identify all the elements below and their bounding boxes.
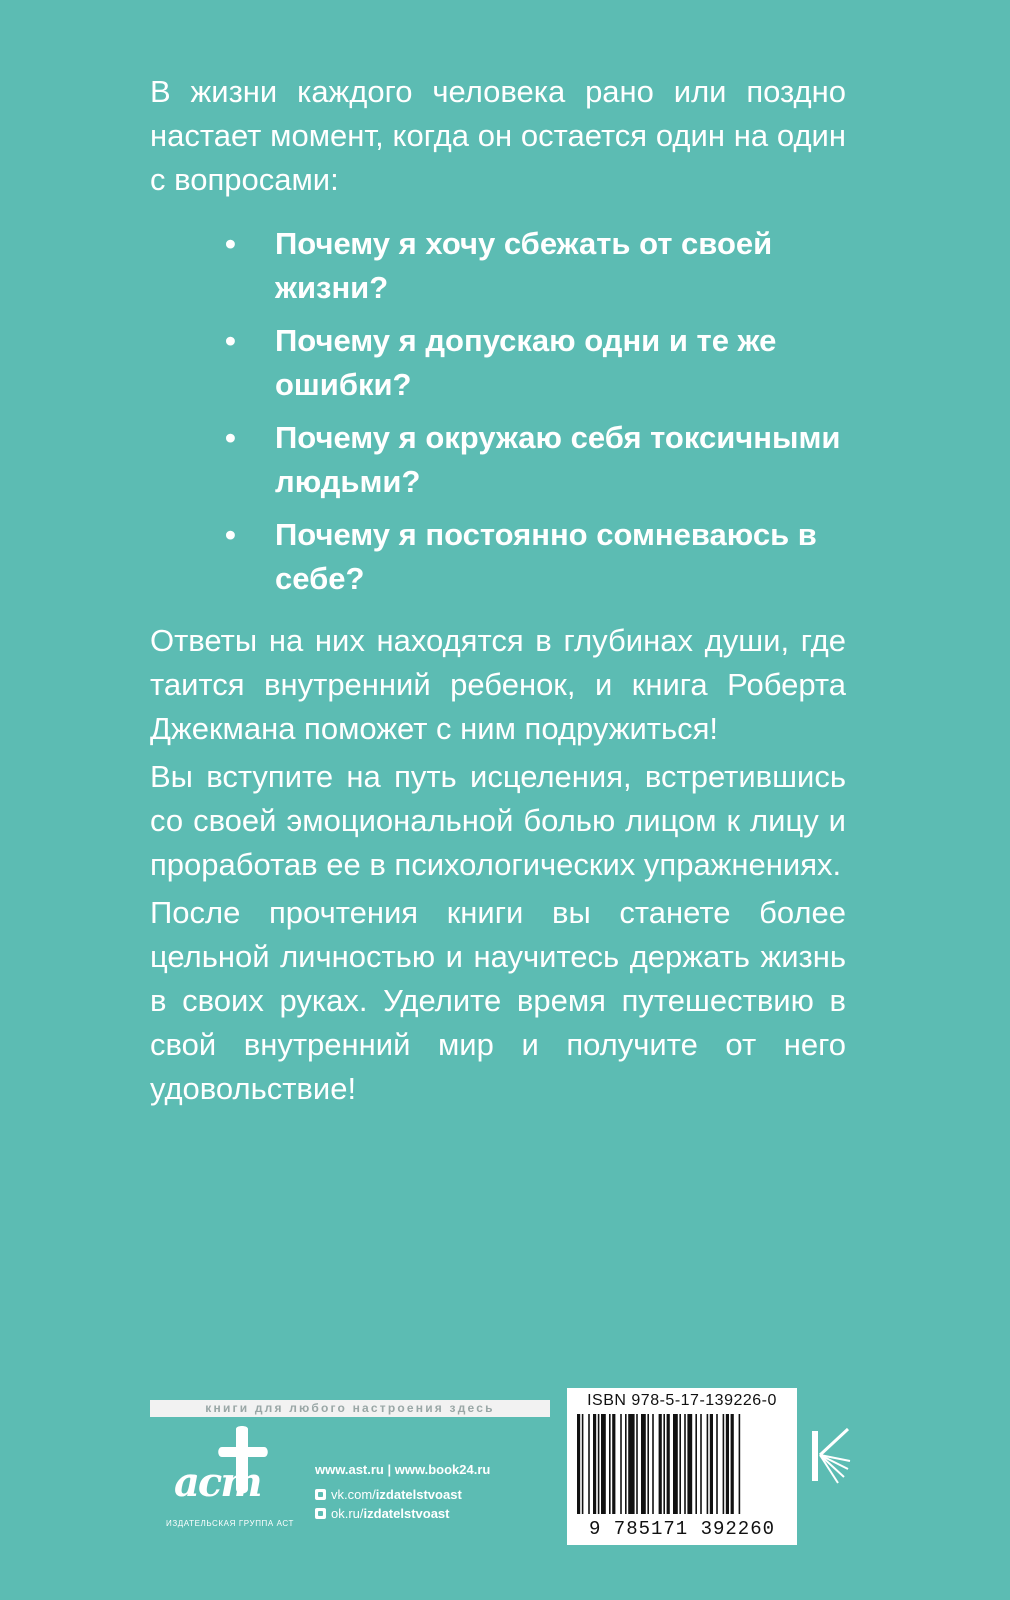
barcode-bar	[620, 1414, 622, 1514]
isbn-label: ISBN 978-5-17-139226-0	[587, 1392, 777, 1409]
k-imprint-logo-icon	[808, 1425, 858, 1485]
ok-icon	[315, 1508, 326, 1519]
websites-text: www.ast.ru | www.book24.ru	[315, 1462, 491, 1477]
barcode-bar	[588, 1414, 590, 1514]
barcode-bar	[673, 1414, 678, 1514]
barcode-bar	[707, 1414, 709, 1514]
barcode-bar	[663, 1414, 665, 1514]
barcode-bar	[647, 1414, 649, 1514]
barcode-bar	[612, 1414, 615, 1514]
barcode-bar	[726, 1414, 729, 1514]
annotation-text	[150, 70, 846, 1115]
publisher-caption: ИЗДАТЕЛЬСКАЯ ГРУППА АСТ	[165, 1519, 295, 1528]
barcode-bar	[739, 1414, 741, 1514]
vk-link[interactable]	[315, 1485, 545, 1504]
barcode-bar	[577, 1414, 580, 1514]
ok-handle: izdatelstvoast	[363, 1506, 450, 1521]
barcode-bar	[652, 1414, 654, 1514]
barcode-icon	[575, 1414, 789, 1518]
publisher-links	[315, 1460, 545, 1523]
bullet-icon: •	[225, 226, 236, 261]
vk-prefix: vk.com/	[331, 1487, 376, 1502]
barcode-bar	[684, 1414, 686, 1514]
barcode-bar	[601, 1414, 606, 1514]
vk-handle: izdatelstvoast	[375, 1487, 462, 1502]
barcode-bar	[731, 1414, 734, 1514]
publisher-logo	[150, 1425, 310, 1535]
ok-link[interactable]	[315, 1504, 545, 1523]
question-list	[150, 222, 846, 601]
question-item	[150, 222, 846, 310]
result-paragraph: После прочтения книги вы станете более цельной личностью и научитесь держать жизнь в своих руках. Уделите время путешествию в свой внутренний мир и получите от него удовольствие!	[150, 895, 846, 1106]
barcode-bar	[609, 1414, 611, 1514]
barcode-bar	[582, 1414, 584, 1514]
barcode-bar	[716, 1414, 718, 1514]
barcode-bar	[700, 1414, 702, 1514]
question-text: Почему я окружаю себя токсичными людьми?	[275, 420, 841, 499]
barcode-bar	[695, 1414, 697, 1514]
question-text: Почему я хочу сбежать от своей жизни?	[275, 226, 773, 305]
barcode-bar	[598, 1414, 600, 1514]
question-item	[150, 416, 846, 504]
healing-paragraph: Вы вступите на путь исцеления, встретившись со своей эмоциональной болью лицом к лицу и проработав ее в психологических упражнениях.	[150, 759, 846, 882]
answers-paragraph: Ответы на них находятся в глубинах души, где таится внутренний ребенок, и книга Роберта Джекмана поможет с ним подружиться!	[150, 623, 846, 746]
websites-link[interactable]	[315, 1460, 545, 1479]
barcode-bar	[679, 1414, 681, 1514]
barcode-bar	[659, 1414, 662, 1514]
question-item	[150, 513, 846, 601]
ok-prefix: ok.ru/	[331, 1506, 364, 1521]
barcode-bar	[593, 1414, 596, 1514]
ast-logo-text: аст	[174, 1459, 261, 1506]
intro-paragraph: В жизни каждого человека рано или поздно настает момент, когда он остается один на один с вопросами:	[150, 74, 846, 197]
isbn-barcode	[567, 1388, 797, 1545]
barcode-bar	[687, 1414, 692, 1514]
tagline-strip: книги для любого настроения здесь	[150, 1400, 550, 1417]
vk-icon	[315, 1489, 326, 1500]
barcode-bar	[667, 1414, 670, 1514]
bullet-icon: •	[225, 323, 236, 358]
question-item	[150, 319, 846, 407]
barcode-bar	[710, 1414, 713, 1514]
bullet-icon: •	[225, 420, 236, 455]
bullet-icon: •	[225, 517, 236, 552]
barcode-digits: 9 785171 392260	[588, 1518, 776, 1540]
barcode-bar	[641, 1414, 646, 1514]
barcode-bar	[625, 1414, 627, 1514]
question-text: Почему я допускаю одни и те же ошибки?	[275, 323, 777, 402]
barcode-bar	[636, 1414, 638, 1514]
barcode-bar	[723, 1414, 725, 1514]
barcode-bar	[628, 1414, 634, 1514]
question-text: Почему я постоянно сомневаюсь в себе?	[275, 517, 817, 596]
